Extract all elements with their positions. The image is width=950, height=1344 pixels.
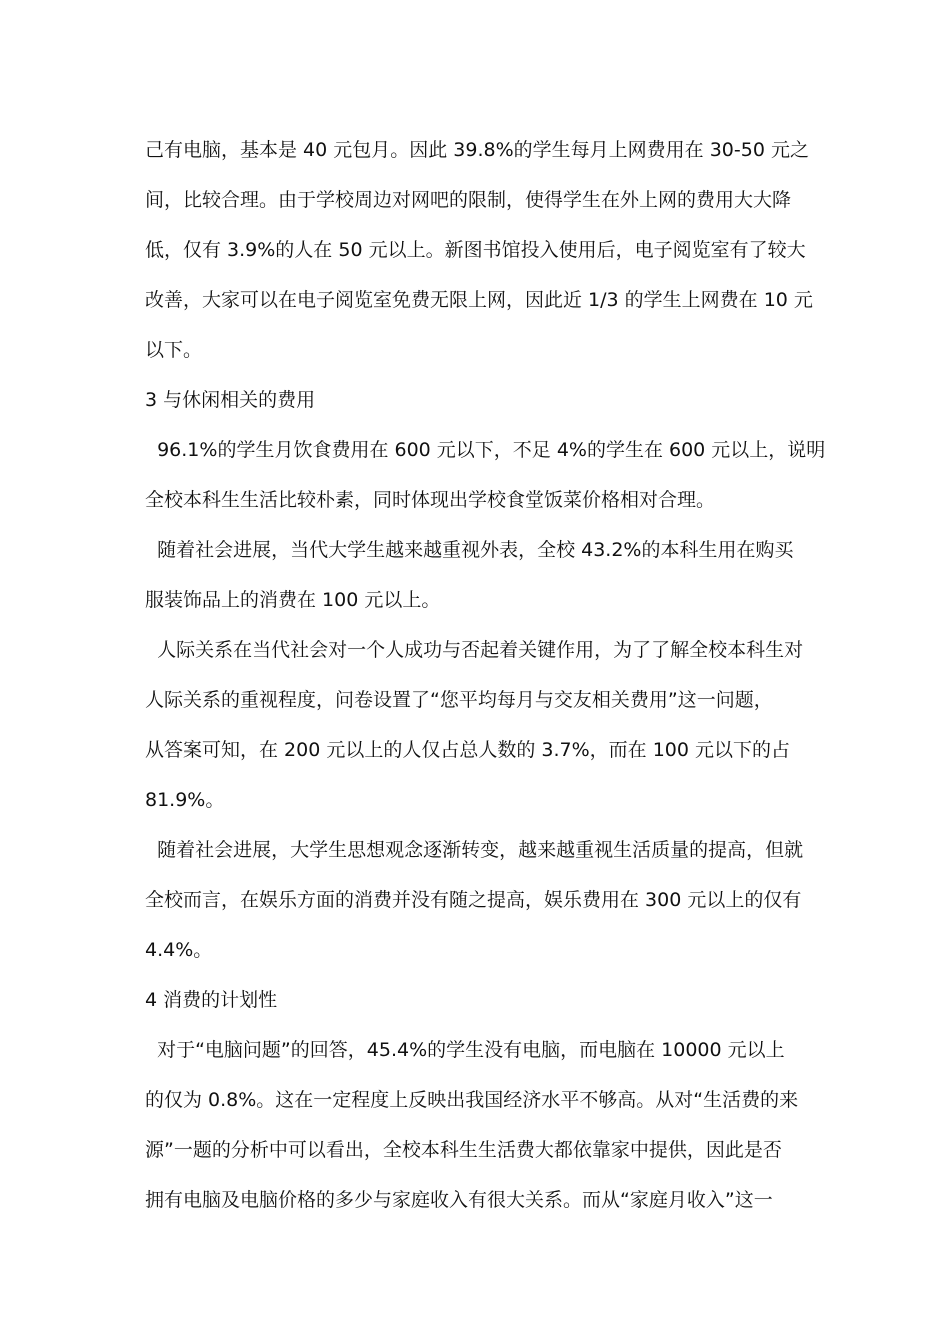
paragraph-line: 96.1%的学生月饮食费用在 600 元以下，不足 4%的学生在 600 元以上，说明 [145, 439, 826, 461]
paragraph-line: 的仅为 0.8%。这在一定程度上反映出我国经济水平不够高。从对“生活费的来 [145, 1089, 799, 1111]
paragraph-line: 人际关系在当代社会对一个人成功与否起着关键作用，为了了解全校本科生对 [145, 639, 804, 661]
paragraph-line: 人际关系的重视程度，问卷设置了“您平均每月与交友相关费用”这一问题， [145, 689, 773, 711]
paragraph-line: 间，比较合理。由于学校周边对网吧的限制，使得学生在外上网的费用大大降 [145, 189, 792, 211]
paragraph-line: 随着社会进展，大学生思想观念逐渐转变，越来越重视生活质量的提高，但就 [145, 839, 804, 861]
section-heading: 3 与休闲相关的费用 [145, 389, 316, 411]
paragraph-line: 低，仅有 3.9%的人在 50 元以上。新图书馆投入使用后，电子阅览室有了较大 [145, 239, 806, 261]
paragraph-line: 服装饰品上的消费在 100 元以上。 [145, 589, 441, 611]
paragraph-line: 拥有电脑及电脑价格的多少与家庭收入有很大关系。而从“家庭月收入”这一 [145, 1189, 773, 1211]
paragraph-line: 源”一题的分析中可以看出，全校本科生生活费大都依靠家中提供，因此是否 [145, 1139, 782, 1161]
paragraph-line: 从答案可知，在 200 元以上的人仅占总人数的 3.7%，而在 100 元以下的占 [145, 739, 790, 761]
paragraph-line: 随着社会进展，当代大学生越来越重视外表，全校 43.2%的本科生用在购买 [145, 539, 794, 561]
paragraph-line: 改善，大家可以在电子阅览室免费无限上网，因此近 1/3 的学生上网费在 10 元 [145, 289, 813, 311]
paragraph-line: 以下。 [145, 339, 203, 361]
paragraph-line: 对于“电脑问题”的回答，45.4%的学生没有电脑，而电脑在 10000 元以上 [145, 1039, 785, 1061]
section-heading: 4 消费的计划性 [145, 989, 278, 1011]
paragraph-line: 4.4%。 [145, 939, 213, 961]
body-text [145, 128, 826, 1228]
paragraph-line: 全校本科生生活比较朴素，同时体现出学校食堂饭菜价格相对合理。 [145, 489, 716, 511]
paragraph-line: 全校而言，在娱乐方面的消费并没有随之提高，娱乐费用在 300 元以上的仅有 [145, 889, 802, 911]
paragraph-line: 己有电脑，基本是 40 元包月。因此 39.8%的学生每月上网费用在 30-50 元之 [145, 139, 809, 161]
paragraph-line: 81.9%。 [145, 789, 225, 811]
